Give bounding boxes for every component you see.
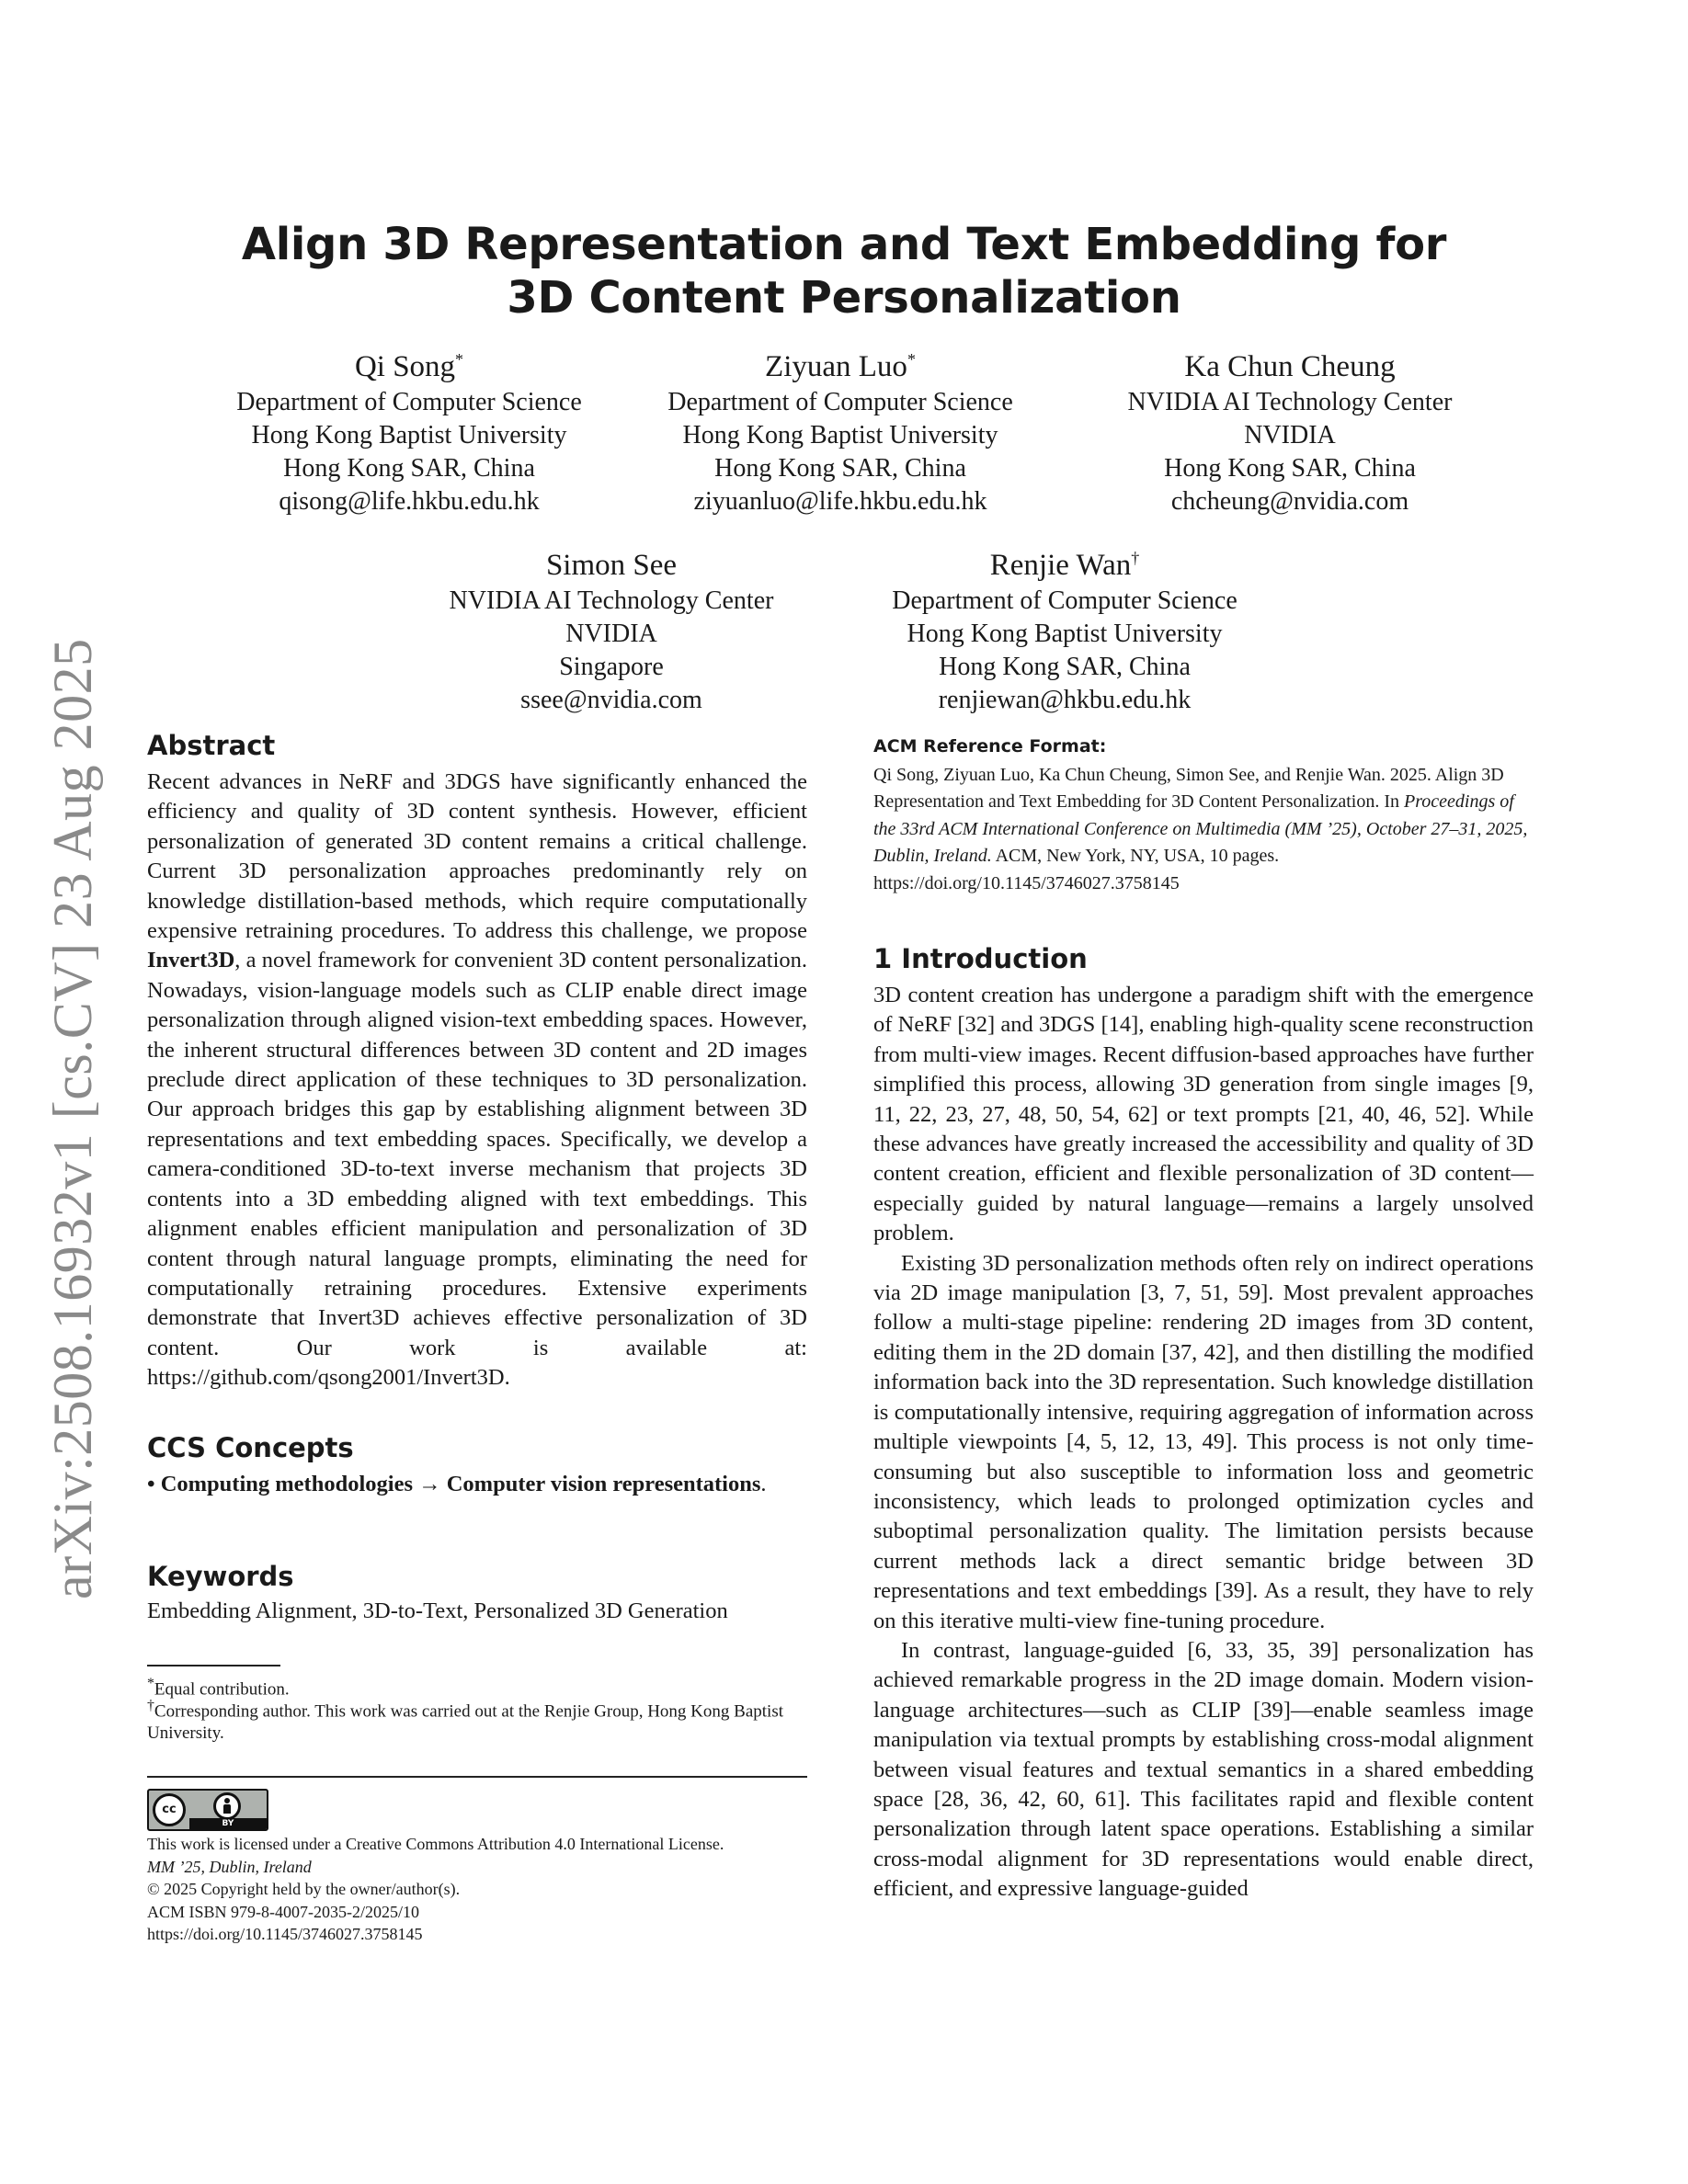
footnote-rule: [147, 1665, 280, 1666]
author-org: NVIDIA: [1244, 421, 1336, 449]
title-line-1: Align 3D Representation and Text Embedding for: [241, 219, 1447, 270]
acm-reference-section: [873, 734, 1534, 897]
venue: MM ’25, Dublin, Ireland: [147, 1857, 312, 1876]
keywords-heading: Keywords: [147, 1561, 294, 1592]
abstract-heading: Abstract: [147, 730, 276, 761]
cc-icon: cc: [153, 1793, 186, 1826]
ccs-concepts-section: [147, 1431, 807, 1499]
footnote-equal: *Equal contribution.: [147, 1676, 290, 1700]
author-block-qi-song: [170, 340, 648, 518]
acm-reference-heading: ACM Reference Format:: [873, 736, 1107, 756]
arxiv-identifier: arXiv:2508.16932v1 [cs.CV] 23 Aug 2025: [42, 638, 103, 1599]
abstract-body: Recent advances in NeRF and 3DGS have significantly enhanced the efficiency and quality of 3D content synthesis. However, efficient personalization of generated 3D content remains a critical challenge. Current 3D personalization approaches predominantly rely on knowledge distillation-based methods, which require computationally expensive retraining procedures. To address this challenge, we propose Invert3D, a novel framework for convenient 3D content personalization. Nowadays, vision-language models such as CLIP enable direct image personalization through aligned vision-text embedding spaces. However, the inherent structural differences between 3D content and 2D images preclude direct application of these techniques to 3D personalization. Our approach bridges this gap by establishing alignment between 3D representations and text embedding spaces. Specifically, we develop a camera-conditioned 3D-to-text inverse mechanism that projects 3D contents into a 3D embedding aligned with text embeddings. This alignment enables efficient manipulation and personalization of 3D content through natural language prompts, eliminating the need for computationally retraining procedures. Extensive experiments demonstrate that Invert3D achieves effective personalization of 3D content. Our work is available at: https://github.com/qsong2001/Invert3D.: [147, 769, 807, 1391]
author-email[interactable]: chcheung@nvidia.com: [1170, 487, 1409, 516]
keywords-body: Embedding Alignment, 3D-to-Text, Personalized 3D Generation: [147, 1598, 728, 1623]
ccs-heading: CCS Concepts: [147, 1432, 354, 1463]
author-name: Renjie Wan: [989, 549, 1132, 582]
author-mark: *: [907, 350, 916, 369]
author-name: Qi Song: [354, 350, 456, 383]
by-label: BY: [222, 1819, 234, 1828]
author-name: Ziyuan Luo: [765, 350, 907, 383]
doi-link[interactable]: https://doi.org/10.1145/3746027.3758145: [147, 1925, 423, 1943]
author-org: Hong Kong Baptist University: [907, 620, 1223, 648]
acm-reference-body: Qi Song, Ziyuan Luo, Ka Chun Cheung, Simon See, and Renjie Wan. 2025. Align 3D Representation and Text Embedding for 3D Content Personalization. In Proceedings of the 33rd ACM International Conference on Multimedia (MM ’25), October 27–31, 2025, Dublin, Ireland. ACM, New York, NY, USA, 10 pages. https://doi.org/10.1145/3746027.3758145: [873, 765, 1528, 893]
keywords-section: [147, 1560, 807, 1626]
author-location: Hong Kong SAR, China: [283, 454, 535, 483]
author-dept: Department of Computer Science: [892, 586, 1237, 615]
author-org: NVIDIA: [565, 620, 657, 648]
author-dept: Department of Computer Science: [667, 388, 1013, 416]
author-name: Ka Chun Cheung: [1184, 350, 1396, 383]
introduction-heading: 1 Introduction: [873, 943, 1088, 974]
author-email[interactable]: ssee@nvidia.com: [520, 686, 702, 714]
isbn: ACM ISBN 979-8-4007-2035-2/2025/10: [147, 1902, 419, 1921]
ccs-body: • Computing methodologies → Computer vision representations.: [147, 1472, 767, 1496]
author-email[interactable]: renjiewan@hkbu.edu.hk: [938, 686, 1192, 714]
intro-paragraph-1: 3D content creation has undergone a paradigm shift with the emergence of NeRF [32] and 3DGS [14], enabling high-quality scene reconstruction from multi-view images. Recent diffusion-based approaches have further simplified this process, allowing 3D generation from single images [9, 11, 22, 23, 27, 48, 50, 54, 62] or text prompts [21, 40, 46, 52]. While these advances have greatly increased the accessibility and quality of 3D content creation, efficient and flexible personalization of 3D content—especially guided by natural language—remains a largely unsolved problem.: [873, 983, 1534, 1246]
author-location: Singapore: [559, 653, 664, 681]
author-block-simon-see: [372, 539, 850, 717]
author-location: Hong Kong SAR, China: [939, 653, 1191, 681]
author-block-ka-chun-cheung: [1051, 340, 1529, 518]
author-dept: NVIDIA AI Technology Center: [449, 586, 774, 615]
introduction-section: [873, 942, 1534, 1905]
author-location: Hong Kong SAR, China: [714, 454, 966, 483]
license-statement: This work is licensed under a Creative Commons Attribution 4.0 International License.: [147, 1835, 724, 1853]
author-mark: *: [455, 350, 464, 369]
license-block: [147, 1833, 807, 1946]
author-block-renjie-wan: [826, 539, 1304, 717]
paper-title: [0, 218, 1688, 324]
intro-paragraph-2: Existing 3D personalization methods often rely on indirect operations via 2D image manipulation [3, 7, 51, 59]. Most prevalent approaches follow a multi-stage pipeline: rendering 2D images from 3D content, editing them in the 2D domain [37, 42], and then distilling the modified information back into the 3D representation. Such knowledge distillation is computationally intensive, requiring aggregation of information across multiple viewpoints [4, 5, 12, 13, 49]. This process is not only time-consuming but also susceptible to information loss and geometric inconsistency, which leads to prolonged optimization cycles and suboptimal personalization quality. The limitation persists because current methods lack a direct semantic bridge between 3D representations and text embeddings [39]. As a result, they have to rely on this iterative multi-view fine-tuning procedure.: [873, 1250, 1534, 1633]
intro-paragraph-3: In contrast, language-guided [6, 33, 35, 39] personalization has achieved remarkable progress in the 2D image domain. Modern vision-language architectures—such as CLIP [39]—enable seamless image manipulation via textual prompts by establishing cross-modal alignment between visual features and textual semantics in a shared embedding space [28, 36, 42, 60, 61]. This facilitates rapid and flexible content personalization through latent space operations. Establishing a similar cross-modal alignment for 3D representations would enable direct, efficient, and expressive language-guided: [873, 1637, 1534, 1902]
attribution-icon: [213, 1792, 241, 1820]
author-email[interactable]: ziyuanluo@life.hkbu.edu.hk: [693, 487, 987, 516]
license-rule: [147, 1776, 807, 1778]
author-location: Hong Kong SAR, China: [1164, 454, 1416, 483]
author-email[interactable]: qisong@life.hkbu.edu.hk: [279, 487, 540, 516]
author-block-ziyuan-luo: [601, 340, 1079, 518]
title-line-2: 3D Content Personalization: [507, 272, 1181, 324]
copyright: © 2025 Copyright held by the owner/author(s).: [147, 1880, 461, 1898]
author-dept: NVIDIA AI Technology Center: [1127, 388, 1453, 416]
ccs-concept: Computing methodologies → Computer vision representations: [160, 1472, 761, 1496]
author-name: Simon See: [545, 549, 678, 582]
method-name: Invert3D: [147, 948, 235, 973]
author-mark: †: [1131, 549, 1140, 567]
footnote-corresponding: †Corresponding author. This work was carried out at the Renjie Group, Hong Kong Baptist University.: [147, 1698, 783, 1744]
cc-by-badge[interactable]: [147, 1789, 268, 1831]
author-org: Hong Kong Baptist University: [251, 421, 567, 449]
abstract-section: [147, 729, 807, 1393]
author-dept: Department of Computer Science: [236, 388, 582, 416]
author-org: Hong Kong Baptist University: [682, 421, 998, 449]
